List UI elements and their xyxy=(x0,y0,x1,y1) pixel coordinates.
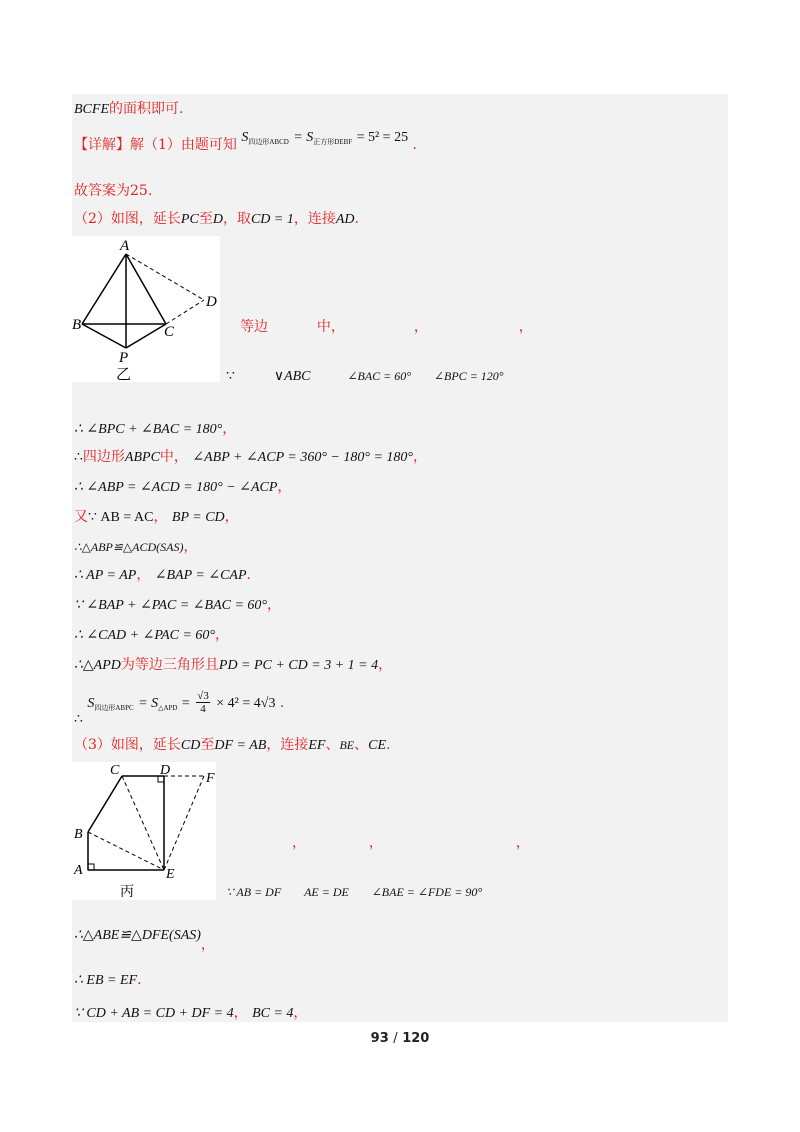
line-bc xyxy=(88,776,122,832)
fraction xyxy=(196,690,210,715)
math: ∴ xyxy=(74,450,83,465)
math: ∠BAE = ∠FDE = 90° xyxy=(371,885,483,899)
text: 中， xyxy=(159,449,188,465)
right-angle-a xyxy=(88,864,94,870)
punct: . xyxy=(246,567,251,583)
math: D xyxy=(212,212,223,227)
punct: ， xyxy=(368,835,383,851)
label-b: B xyxy=(74,827,83,842)
math: = S xyxy=(293,130,314,145)
label-c: C xyxy=(110,763,120,778)
math: ∨ABC xyxy=(273,369,311,384)
separator: / xyxy=(393,1031,398,1046)
punct: ， xyxy=(233,1005,248,1021)
math: × 4² = 4√3 xyxy=(216,695,276,711)
math: AD xyxy=(335,212,355,227)
punct: ， xyxy=(136,567,151,583)
text: ，取 xyxy=(222,211,251,227)
text: ， xyxy=(518,319,533,335)
math: ∵ AB = AC xyxy=(88,510,154,525)
line-22 xyxy=(74,1002,307,1022)
math: = S xyxy=(138,695,159,711)
line-11 xyxy=(74,536,197,556)
math-bcfe: BCFE xyxy=(74,102,109,117)
line-9 xyxy=(74,476,291,496)
math: CE xyxy=(368,738,387,753)
math: BC = 4 xyxy=(252,1006,294,1021)
math: CD = 1 xyxy=(250,212,294,227)
punct: ， xyxy=(378,657,393,673)
label-b: B xyxy=(72,317,82,333)
text: （2）如图，延长 xyxy=(74,211,181,227)
line-20 xyxy=(74,924,215,953)
text: 又 xyxy=(74,509,88,525)
math: ∠BAC = 60° xyxy=(347,369,412,383)
punct: . xyxy=(412,137,417,153)
math: S xyxy=(241,130,249,145)
line-7 xyxy=(74,418,236,438)
punct: ， xyxy=(267,597,282,613)
label-d: D xyxy=(206,294,217,310)
punct: ， xyxy=(292,835,306,851)
line-bp xyxy=(82,324,126,348)
math: ∴△ABP≌△ACD(SAS) xyxy=(74,540,184,554)
label-c: C xyxy=(164,324,175,340)
line-5 xyxy=(240,316,533,336)
line-14 xyxy=(74,624,229,644)
line-6 xyxy=(226,368,504,385)
math: ∠ABP + ∠ACP = 360° − 180° = 180° xyxy=(192,450,414,465)
detail-tag: 【详解】 xyxy=(74,137,130,153)
math: BP = CD xyxy=(171,510,225,525)
punct: ， xyxy=(215,627,229,643)
line-12 xyxy=(74,564,251,584)
punct: ， xyxy=(515,835,530,851)
math: ∠BAP = ∠CAP xyxy=(154,568,247,583)
math: ∴△ABE≌△DFE(SAS) xyxy=(74,928,201,943)
punct: ， xyxy=(413,449,428,465)
line-16 xyxy=(74,684,285,727)
punct: ， xyxy=(222,421,237,437)
text: ，连接 xyxy=(293,211,336,227)
line-4 xyxy=(74,208,359,228)
line-19 xyxy=(226,884,482,900)
line-1 xyxy=(74,98,183,118)
punct: . xyxy=(279,694,285,711)
math: ∵ xyxy=(226,369,235,384)
text: 、 xyxy=(354,737,369,753)
line-17 xyxy=(74,734,390,754)
text: 的面积即可. xyxy=(109,101,184,117)
text: 为等边三角形且 xyxy=(120,657,219,673)
math: BE xyxy=(339,738,355,752)
text: ， xyxy=(413,319,428,335)
fraction-denominator: 4 xyxy=(200,703,206,715)
math-sub: △APD xyxy=(158,703,178,712)
text: 四边形 xyxy=(82,449,125,465)
text: . xyxy=(354,211,359,227)
punct: ， xyxy=(277,479,292,495)
text: 等边 xyxy=(240,319,268,335)
line-ac xyxy=(126,254,166,324)
line-ab xyxy=(82,254,126,324)
text: 中， xyxy=(316,319,345,335)
text: 至 xyxy=(200,737,215,753)
line-13 xyxy=(74,594,281,614)
figure-1 xyxy=(72,236,220,382)
punct: ， xyxy=(153,509,168,525)
math: PC xyxy=(180,212,199,227)
figure-caption: 乙 xyxy=(116,365,132,382)
math: ∴ xyxy=(74,711,83,727)
math: ∵ CD + AB = CD + DF = 4 xyxy=(74,1006,234,1021)
text: ，连接 xyxy=(266,737,309,753)
math-sub: 四边形ABPC xyxy=(94,703,134,712)
figure-2-diagram xyxy=(72,762,216,900)
label-e: E xyxy=(166,867,175,882)
line-pc xyxy=(126,324,166,348)
label-a: A xyxy=(74,863,83,878)
total-pages: 120 xyxy=(402,1031,430,1046)
line-ce xyxy=(122,776,164,870)
label-p: P xyxy=(119,350,129,366)
punct: . xyxy=(137,972,142,988)
line-15 xyxy=(74,654,392,674)
math-sub: 四边形ABCD xyxy=(248,138,289,146)
current-page: 93 xyxy=(370,1031,389,1046)
figure-caption: 丙 xyxy=(120,884,134,900)
math: ∴ AP = AP xyxy=(74,568,137,583)
math: ∵ AB = DF xyxy=(226,885,282,899)
punct: ， xyxy=(293,1005,308,1021)
text: 至 xyxy=(198,211,213,227)
math: PD = PC + CD = 3 + 1 = 4 xyxy=(218,658,379,673)
line-2 xyxy=(74,130,417,155)
line-cd xyxy=(166,300,204,324)
math: ∠BPC = 120° xyxy=(433,369,504,383)
text: 解（1）由题可知 xyxy=(130,137,237,153)
math: ∴△APD xyxy=(74,658,121,673)
math: = xyxy=(181,695,190,711)
text: 、 xyxy=(325,737,340,753)
label-f: F xyxy=(206,771,215,786)
punct: ， xyxy=(183,539,198,555)
line-3: 故答案为25. xyxy=(74,183,153,199)
math: CD xyxy=(180,738,201,753)
line-8 xyxy=(74,446,427,466)
math: S xyxy=(87,695,95,711)
math: ∴ ∠BPC + ∠BAC = 180° xyxy=(74,422,223,437)
label-d: D xyxy=(160,763,171,778)
line-ad xyxy=(126,254,204,300)
figure-1-diagram xyxy=(72,236,220,382)
math: DF = AB xyxy=(214,738,267,753)
line-21 xyxy=(74,972,142,989)
math: = 5² = 25 xyxy=(356,130,409,145)
line-fe xyxy=(164,776,204,870)
math: ∵ ∠BAP + ∠PAC = ∠BAC = 60° xyxy=(74,598,268,613)
math: EF xyxy=(308,738,326,753)
page-number xyxy=(0,1031,800,1046)
line-10 xyxy=(74,506,239,526)
punct: ， xyxy=(200,937,215,953)
punct: ， xyxy=(224,509,239,525)
fraction-numerator: √3 xyxy=(197,690,209,702)
punct: . xyxy=(386,737,391,753)
math: ∴ ∠ABP = ∠ACD = 180° − ∠ACP xyxy=(74,480,278,495)
line-be xyxy=(88,832,164,870)
math: AE = DE xyxy=(304,885,349,899)
math: ABPC xyxy=(124,450,160,465)
math: ∴ ∠CAD + ∠PAC = 60° xyxy=(74,628,215,643)
line-18 xyxy=(292,832,530,852)
text: （3）如图，延长 xyxy=(74,737,181,753)
math-sub: 正方形DEBF xyxy=(313,138,353,146)
math: ∴ EB = EF xyxy=(74,973,138,988)
figure-2 xyxy=(72,762,216,900)
label-a: A xyxy=(120,238,130,254)
